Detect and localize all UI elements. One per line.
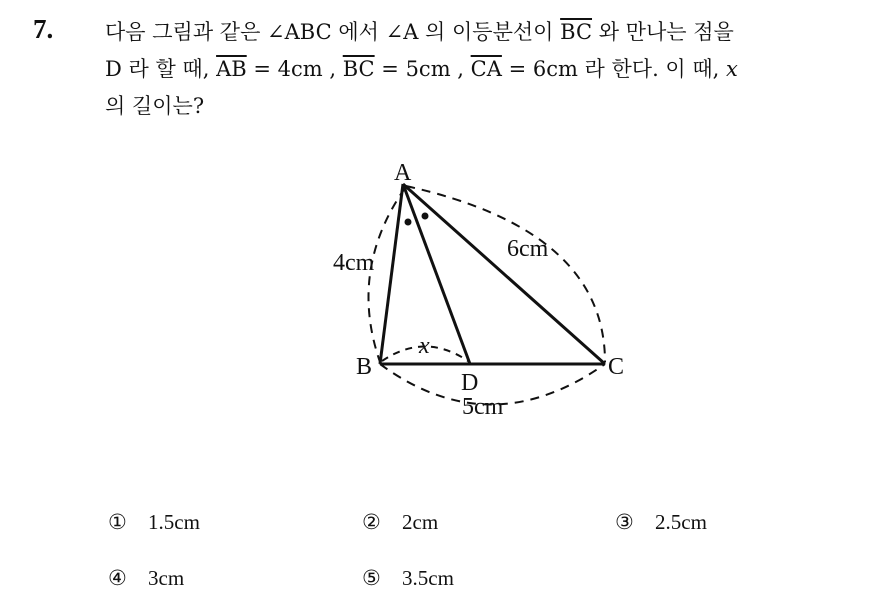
choice-4[interactable] xyxy=(108,566,184,591)
choice-4-mark: ④ xyxy=(108,566,127,590)
question-number: 7. xyxy=(33,14,54,44)
segment-ab: $\overline{AB}$ xyxy=(216,57,247,81)
vertex-label-a: A xyxy=(394,160,412,186)
question-text xyxy=(105,14,875,125)
eq-ca: = 6cm 라 한다. 이 때, xyxy=(501,57,720,81)
length-label-ab: 4cm xyxy=(333,250,375,276)
choice-5-text: 3.5cm xyxy=(402,566,454,590)
angle-mark-1 xyxy=(405,219,412,226)
choice-2-text: 2cm xyxy=(402,510,439,534)
choice-2[interactable] xyxy=(362,510,438,535)
question-line-2 xyxy=(105,51,875,88)
question-line1-text: 다음 그림과 같은 ∠ABC 에서 ∠A 의 이등분선이 xyxy=(105,20,554,44)
segment-bc-2: $\overline{BC}$ xyxy=(342,57,375,81)
question-line2-head: D 라 할 때, xyxy=(105,57,210,81)
choice-2-mark: ② xyxy=(362,510,381,534)
variable-x: x xyxy=(726,57,738,81)
choice-1-mark: ① xyxy=(108,510,127,534)
question-line-3: 의 길이는? xyxy=(105,94,205,118)
triangle-figure xyxy=(300,140,660,440)
question-line-1 xyxy=(105,14,875,51)
angle-mark-2 xyxy=(422,213,429,220)
vertex-label-c: C xyxy=(608,354,625,380)
length-label-ca: 6cm xyxy=(507,236,549,262)
length-label-bc: 5cm xyxy=(462,394,504,420)
eq-ab: = 4cm , xyxy=(246,57,337,81)
choice-3-mark: ③ xyxy=(615,510,634,534)
choice-5[interactable] xyxy=(362,566,454,591)
triangle-diagram xyxy=(300,140,660,440)
question-line1-tail: 와 만나는 점을 xyxy=(598,20,734,44)
segment-ca: $\overline{CA}$ xyxy=(470,57,502,81)
choice-3[interactable] xyxy=(615,510,707,535)
choice-4-text: 3cm xyxy=(148,566,185,590)
vertex-label-b: B xyxy=(356,354,373,380)
point-label-d: D xyxy=(461,370,479,396)
length-label-x: x xyxy=(419,333,430,359)
bisector-ad xyxy=(403,184,470,364)
eq-bc: = 5cm , xyxy=(374,57,464,81)
choice-1[interactable] xyxy=(108,510,200,535)
choice-3-text: 2.5cm xyxy=(655,510,707,534)
choice-5-mark: ⑤ xyxy=(362,566,381,590)
side-ab xyxy=(380,184,403,364)
segment-bc: $\overline{BC}$ xyxy=(560,20,593,44)
choice-1-text: 1.5cm xyxy=(148,510,200,534)
